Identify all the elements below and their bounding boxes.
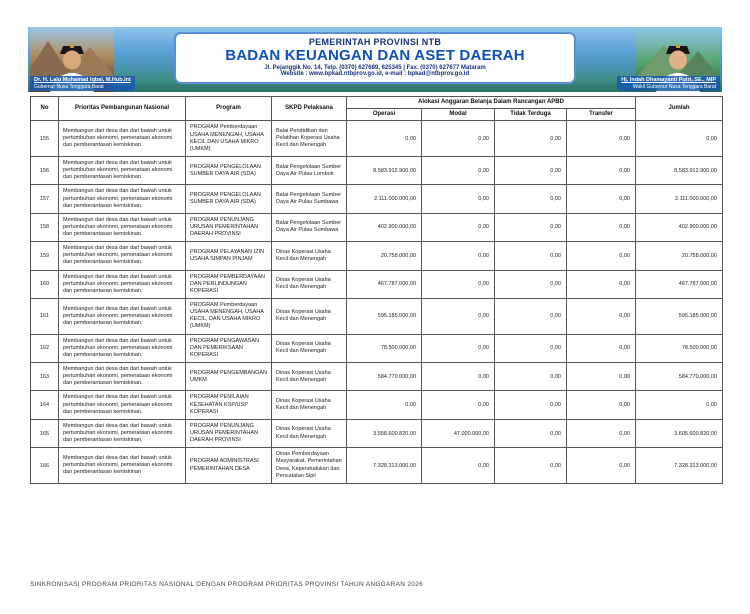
cell-modal: 0,00 xyxy=(422,363,495,391)
cell-operasi: 2.111.000.000,00 xyxy=(347,185,422,213)
cell-modal: 0,00 xyxy=(422,242,495,270)
cell-operasi: 8.583.912.900,00 xyxy=(347,156,422,184)
col-header-modal: Modal xyxy=(422,109,495,121)
cell-skpd: Balai Pengelolaan Sumber Daya Air Pulau Lombok xyxy=(272,156,347,184)
cell-no: 157 xyxy=(31,185,59,213)
cell-program: PROGRAM PELAYANAN IZIN USAHA SIMPAN PINJAM xyxy=(186,242,272,270)
cell-transfer: 0,00 xyxy=(567,185,636,213)
vice-governor-name-strip xyxy=(617,76,720,91)
cell-no: 165 xyxy=(31,419,59,447)
vice-governor-name: Hj. Indah Dhamayanti Putri, SE., MIP xyxy=(621,76,716,83)
agency-name-line1: PEMERINTAH PROVINSI NTB xyxy=(308,37,442,47)
cell-tidak-terduga: 0,00 xyxy=(495,334,567,362)
cell-prioritas: Membangun dari desa dan dari bawah untuk pertumbuhan ekonomi, pemerataan ekonomi dan pemberantasan kemiskinan. xyxy=(59,391,186,419)
col-header-alokasi-group: Alokasi Anggaran Belanja Dalam Rancangan APBD xyxy=(347,97,636,109)
cell-no: 160 xyxy=(31,270,59,298)
cell-tidak-terduga: 0,00 xyxy=(495,270,567,298)
cell-no: 164 xyxy=(31,391,59,419)
cell-jumlah: 0,00 xyxy=(636,121,723,157)
cell-skpd: Dinas Koperasi Usaha Kecil dan Menengah xyxy=(272,242,347,270)
table-row xyxy=(31,156,723,184)
cell-jumlah: 20.758.000,00 xyxy=(636,242,723,270)
cell-transfer: 0,00 xyxy=(567,299,636,335)
cell-transfer: 0,00 xyxy=(567,334,636,362)
col-header-transfer: Transfer xyxy=(567,109,636,121)
table-row xyxy=(31,391,723,419)
cell-modal: 0,00 xyxy=(422,299,495,335)
cell-tidak-terduga: 0,00 xyxy=(495,448,567,484)
table-row xyxy=(31,419,723,447)
letterhead-banner xyxy=(28,27,722,92)
cell-program: PROGRAM Pemberdayaan USAHA MENENGAH, USAHA KECIL DAN USAHA MIKRO (UMKM) xyxy=(186,121,272,157)
cell-jumlah: 467.787.000,00 xyxy=(636,270,723,298)
cell-operasi: 20.758.000,00 xyxy=(347,242,422,270)
cell-tidak-terduga: 0,00 xyxy=(495,242,567,270)
table-row xyxy=(31,270,723,298)
cell-skpd: Dinas Koperasi Usaha Kecil dan Menengah xyxy=(272,419,347,447)
table-row xyxy=(31,334,723,362)
cell-skpd: Dinas Koperasi Usaha Kecil dan Menengah xyxy=(272,391,347,419)
cell-program: PROGRAM Pemberdayaan USAHA MENENGAH, USAHA KECIL, DAN USAHA MIKRO (UMKM) xyxy=(186,299,272,335)
governor-title: Gubernur Nusa Tenggara Barat xyxy=(34,83,104,90)
col-header-no: No xyxy=(31,97,59,121)
table-body xyxy=(31,121,723,483)
cell-prioritas: Membangun dari desa dan dari bawah untuk pertumbuhan ekonomi, pemerataan ekonomi dan pemberantasan kemiskinan xyxy=(59,448,186,484)
cell-prioritas: Membangun dari desa dan dari bawah untuk pertumbuhan ekonomi, pemerataan ekonomi dan pemberantasan kemiskinan. xyxy=(59,156,186,184)
cell-skpd: Dinas Koperasi Usaha Kecil dan Menengah xyxy=(272,334,347,362)
cell-operasi: 595.185.000,00 xyxy=(347,299,422,335)
agency-name-line2: BADAN KEUANGAN DAN ASET DAERAH xyxy=(225,47,525,64)
cell-modal: 0,00 xyxy=(422,121,495,157)
footer-caption: SINKRONISASI PROGRAM PRIORITAS NASIONAL DENGAN PROGRAM PRIORITAS PROVINSI TAHUN ANGGARAN 2026 xyxy=(30,581,424,588)
cell-no: 166 xyxy=(31,448,59,484)
table-row xyxy=(31,242,723,270)
table-row xyxy=(31,448,723,484)
cell-transfer: 0,00 xyxy=(567,121,636,157)
cell-skpd: Balai Pengelolaan Sumber Daya Air Pulau Sumbawa xyxy=(272,213,347,241)
cell-jumlah: 3.605.600.820,00 xyxy=(636,419,723,447)
cell-program: PROGRAM PENILAIAN KESEHATAN KSP/USP KOPERASI xyxy=(186,391,272,419)
cell-modal: 0,00 xyxy=(422,156,495,184)
agency-title-box xyxy=(174,32,576,84)
cell-jumlah: 8.583.912.900,00 xyxy=(636,156,723,184)
cell-no: 158 xyxy=(31,213,59,241)
cell-modal: 0,00 xyxy=(422,448,495,484)
cell-prioritas: Membangun dari desa dan dari bawah untuk pertumbuhan ekonomi, pemerataan ekonomi dan pemberantasan kemiskinan. xyxy=(59,213,186,241)
cell-jumlah: 584.770.000,00 xyxy=(636,363,723,391)
cell-no: 161 xyxy=(31,299,59,335)
col-header-operasi: Operasi xyxy=(347,109,422,121)
cell-skpd: Balai Pengelolaan Sumber Daya Air Pulau Sumbawa xyxy=(272,185,347,213)
cell-program: PROGRAM PENUNJANG URUSAN PEMERINTAHAN DAERAH PROVINSI xyxy=(186,213,272,241)
cell-tidak-terduga: 0,00 xyxy=(495,185,567,213)
cell-tidak-terduga: 0,00 xyxy=(495,363,567,391)
cell-jumlah: 78.500.000,00 xyxy=(636,334,723,362)
col-header-jumlah: Jumlah xyxy=(636,97,723,121)
cell-program: PROGRAM ADMINISTRASI PEMERINTAHAN DESA xyxy=(186,448,272,484)
cell-operasi: 0,00 xyxy=(347,391,422,419)
cell-modal: 47.000.000,00 xyxy=(422,419,495,447)
cell-skpd: Dinas Pemberdayaan Masyarakat, Pemerintahan Desa, Kependudukan dan Pencatatan Sipil xyxy=(272,448,347,484)
cell-skpd: Dinas Koperasi Usaha Kecil dan Menengah xyxy=(272,270,347,298)
cell-modal: 0,00 xyxy=(422,391,495,419)
col-header-program: Program xyxy=(186,97,272,121)
cell-program: PROGRAM PENUNJANG URUSAN PEMERINTAHAN DAERAH PROVINSI xyxy=(186,419,272,447)
cell-prioritas: Membangun dari desa dan dari bawah untuk pertumbuhan ekonomi, pemerataan ekonomi dan pemberantasan kemiskinan. xyxy=(59,242,186,270)
cell-no: 155 xyxy=(31,121,59,157)
table-header xyxy=(31,97,723,121)
cell-prioritas: Membangun dari desa dan dari bawah untuk pertumbuhan ekonomi, pemerataan ekonomi dan pemberantasan kemiskinan. xyxy=(59,299,186,335)
cell-tidak-terduga: 0,00 xyxy=(495,156,567,184)
cell-jumlah: 402.900.000,00 xyxy=(636,213,723,241)
agency-website: Website : www.bpkad.ntbprov.go.id, e-mail : bpkad@ntbprov.go.id xyxy=(280,71,470,77)
cell-prioritas: Membangun dari desa dan dari bawah untuk pertumbuhan ekonomi, pemerataan ekonomi dan pemberantasan kemiskinan. xyxy=(59,419,186,447)
cell-program: PROGRAM PENGELOLAAN SUMBER DAYA AIR (SDA) xyxy=(186,156,272,184)
cell-transfer: 0,00 xyxy=(567,363,636,391)
cell-no: 162 xyxy=(31,334,59,362)
cell-operasi: 584.770.000,00 xyxy=(347,363,422,391)
cell-program: PROGRAM PENGAWASAN DAN PEMERIKSAAN KOPERASI xyxy=(186,334,272,362)
cell-transfer: 0,00 xyxy=(567,213,636,241)
cell-jumlah: 0,00 xyxy=(636,391,723,419)
table-row xyxy=(31,213,723,241)
col-header-prioritas: Prioritas Pembangunan Nasional xyxy=(59,97,186,121)
cell-operasi: 78.500.000,00 xyxy=(347,334,422,362)
cell-operasi: 0,00 xyxy=(347,121,422,157)
table-row xyxy=(31,185,723,213)
cell-jumlah: 2.111.000.000,00 xyxy=(636,185,723,213)
cell-transfer: 0,00 xyxy=(567,448,636,484)
cell-skpd: Dinas Koperasi Usaha Kecil dan Menengah xyxy=(272,363,347,391)
table-row xyxy=(31,363,723,391)
table-row xyxy=(31,121,723,157)
cell-operasi: 402.900.000,00 xyxy=(347,213,422,241)
cell-tidak-terduga: 0,00 xyxy=(495,419,567,447)
cell-transfer: 0,00 xyxy=(567,270,636,298)
vice-governor-title: Wakil Gubernur Nusa Tenggara Barat xyxy=(632,83,716,90)
cell-skpd: Balai Pendidikan dan Pelatihan Koperasi Usaha Kecil dan Menengah xyxy=(272,121,347,157)
cell-program: PROGRAM PEMBERDAYAAN DAN PERLINDUNGAN KOPERASI xyxy=(186,270,272,298)
cell-modal: 0,00 xyxy=(422,213,495,241)
cell-prioritas: Membangun dari desa dan dari bawah untuk pertumbuhan ekonomi, pemerataan ekonomi dan pemberantasan kemiskinan. xyxy=(59,334,186,362)
agency-address: Jl. Pejanggik No. 14, Telp. (0370) 627689, 625345 | Fax. (0370) 627677 Mataram xyxy=(264,65,486,71)
cell-skpd: Dinas Koperasi Usaha Kecil dan Menengah xyxy=(272,299,347,335)
budget-table xyxy=(30,96,723,484)
cell-prioritas: Membangun dari desa dan dari bawah untuk pertumbuhan ekonomi, pemerataan ekonomi dan pemberantasan kemiskinan. xyxy=(59,121,186,157)
cell-jumlah: 7.328.313.000,00 xyxy=(636,448,723,484)
cell-modal: 0,00 xyxy=(422,185,495,213)
cell-prioritas: Membangun dari desa dan dari bawah untuk pertumbuhan ekonomi, pemerataan ekonomi dan pemberantasan kemiskinan. xyxy=(59,270,186,298)
cell-program: PROGRAM PENGEMBANGAN UMKM xyxy=(186,363,272,391)
table-row xyxy=(31,299,723,335)
cell-program: PROGRAM PENGELOLAAN SUMBER DAYA AIR (SDA) xyxy=(186,185,272,213)
col-header-tidak-terduga: Tidak Terduga xyxy=(495,109,567,121)
cell-transfer: 0,00 xyxy=(567,391,636,419)
cell-modal: 0,00 xyxy=(422,270,495,298)
governor-name-strip xyxy=(30,76,135,91)
governor-name: Dr. H. Lalu Muhamad Iqbal, M.Hub.Int xyxy=(34,76,131,83)
cell-transfer: 0,00 xyxy=(567,156,636,184)
cell-no: 159 xyxy=(31,242,59,270)
cell-tidak-terduga: 0,00 xyxy=(495,299,567,335)
cell-operasi: 7.328.313.000,00 xyxy=(347,448,422,484)
cell-tidak-terduga: 0,00 xyxy=(495,121,567,157)
cell-transfer: 0,00 xyxy=(567,419,636,447)
cell-operasi: 467.787.000,00 xyxy=(347,270,422,298)
cell-no: 163 xyxy=(31,363,59,391)
col-header-skpd: SKPD Pelaksana xyxy=(272,97,347,121)
cell-transfer: 0,00 xyxy=(567,242,636,270)
cell-tidak-terduga: 0,00 xyxy=(495,391,567,419)
header-row-1 xyxy=(31,97,723,109)
cell-no: 156 xyxy=(31,156,59,184)
cell-modal: 0,00 xyxy=(422,334,495,362)
cell-prioritas: Membangun dari desa dan dari bawah untuk pertumbuhan ekonomi, pemerataan ekonomi dan pemberantasan kemiskinan. xyxy=(59,185,186,213)
cell-tidak-terduga: 0,00 xyxy=(495,213,567,241)
cell-operasi: 3.558.600.820,00 xyxy=(347,419,422,447)
cell-prioritas: Membangun dari desa dan dari bawah untuk pertumbuhan ekonomi, pemerataan ekonomi dan pemberantasan kemiskinan. xyxy=(59,363,186,391)
cell-jumlah: 595.185.000,00 xyxy=(636,299,723,335)
